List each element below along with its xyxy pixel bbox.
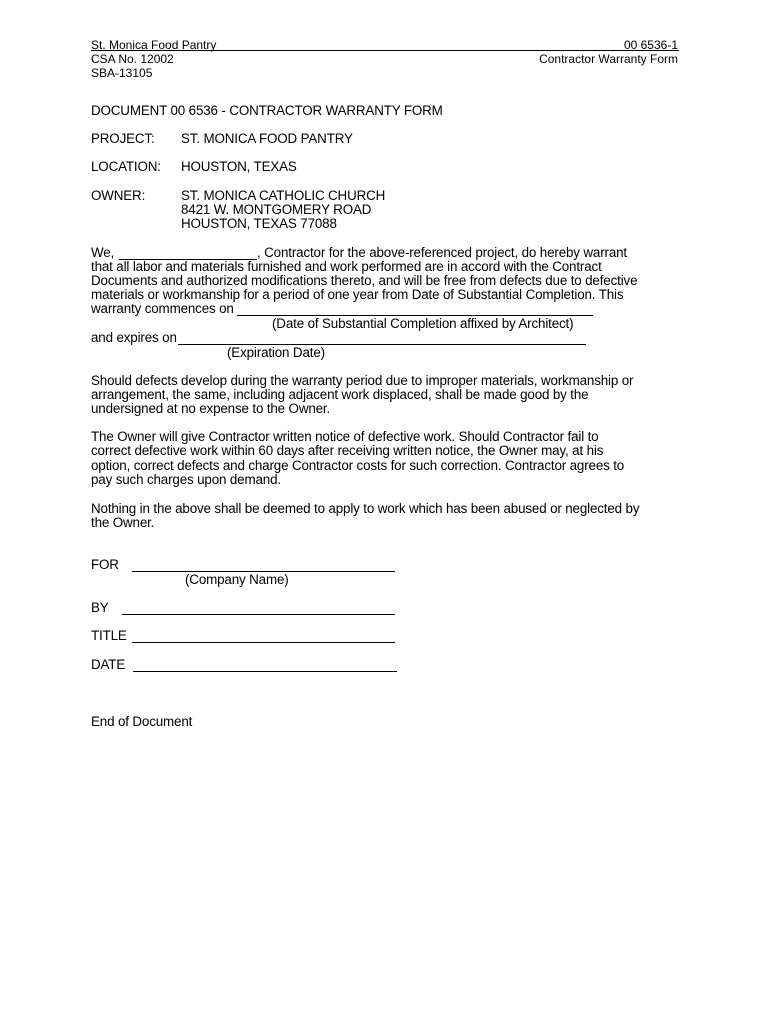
header-project-name: St. Monica Food Pantry: [91, 38, 217, 52]
for-label: FOR: [91, 557, 119, 572]
owner-street: 8421 W. MONTGOMERY ROAD: [181, 202, 372, 217]
end-of-document: End of Document: [91, 714, 193, 729]
project-value: ST. MONICA FOOD PANTRY: [181, 131, 353, 146]
defects-line-1: Should defects develop during the warranty period due to improper materials, workmanship or: [91, 373, 634, 388]
warranty-line-3: Documents and authorized modifications thereto, and will be free from defects due to defective: [91, 273, 638, 288]
abuse-line-1: Nothing in the above shall be deemed to apply to work which has been abused or neglected by: [91, 501, 640, 516]
header-form-name: Contractor Warranty Form: [539, 52, 678, 66]
warranty-line-1: , Contractor for the above-referenced project, do hereby warrant: [257, 245, 628, 260]
document-title: DOCUMENT 00 6536 - CONTRACTOR WARRANTY FORM: [91, 103, 443, 118]
title-label: TITLE: [91, 628, 127, 643]
warranty-commences-label: warranty commences on: [91, 301, 234, 316]
warranty-expires-label: and expires on: [91, 330, 177, 345]
project-label: PROJECT:: [91, 131, 155, 146]
header-csa-number: CSA No. 12002: [91, 52, 174, 66]
header-rule: [91, 50, 679, 51]
date-line[interactable]: [133, 671, 397, 672]
notice-line-3: option, correct defects and charge Contractor costs for such correction. Contractor agrees to: [91, 458, 625, 473]
notice-line-1: The Owner will give Contractor written notice of defective work. Should Contractor fail to: [91, 429, 599, 444]
location-label: LOCATION:: [91, 159, 161, 174]
defects-line-2: arrangement, the same, including adjacent work displaced, shall be made good by the: [91, 387, 589, 402]
company-name-caption: (Company Name): [185, 572, 289, 587]
warranty-line-4: materials or workmanship for a period of one year from Date of Substantial Completion. This: [91, 287, 624, 302]
defects-line-3: undersigned at no expense to the Owner.: [91, 401, 331, 416]
owner-city: HOUSTON, TEXAS 77088: [181, 216, 337, 231]
owner-label: OWNER:: [91, 188, 146, 203]
title-line[interactable]: [132, 642, 395, 643]
by-signature-line[interactable]: [122, 614, 395, 615]
date-label: DATE: [91, 657, 126, 672]
notice-line-4: pay such charges upon demand.: [91, 472, 281, 487]
by-label: BY: [91, 600, 109, 615]
substantial-completion-caption: (Date of Substantial Completion affixed by Architect): [272, 316, 574, 331]
warranty-we: We,: [91, 245, 115, 260]
notice-line-2: correct defective work within 60 days after receiving written notice, the Owner may, at his: [91, 443, 604, 458]
abuse-line-2: the Owner.: [91, 515, 155, 530]
header-sba-number: SBA-13105: [91, 66, 153, 80]
owner-name: ST. MONICA CATHOLIC CHURCH: [181, 188, 386, 203]
warranty-line-2: that all labor and materials furnished and work performed are in accord with the Contract: [91, 259, 602, 274]
expiration-date-caption: (Expiration Date): [227, 345, 325, 360]
header-page-number: 00 6536-1: [623, 38, 678, 52]
location-value: HOUSTON, TEXAS: [181, 159, 297, 174]
